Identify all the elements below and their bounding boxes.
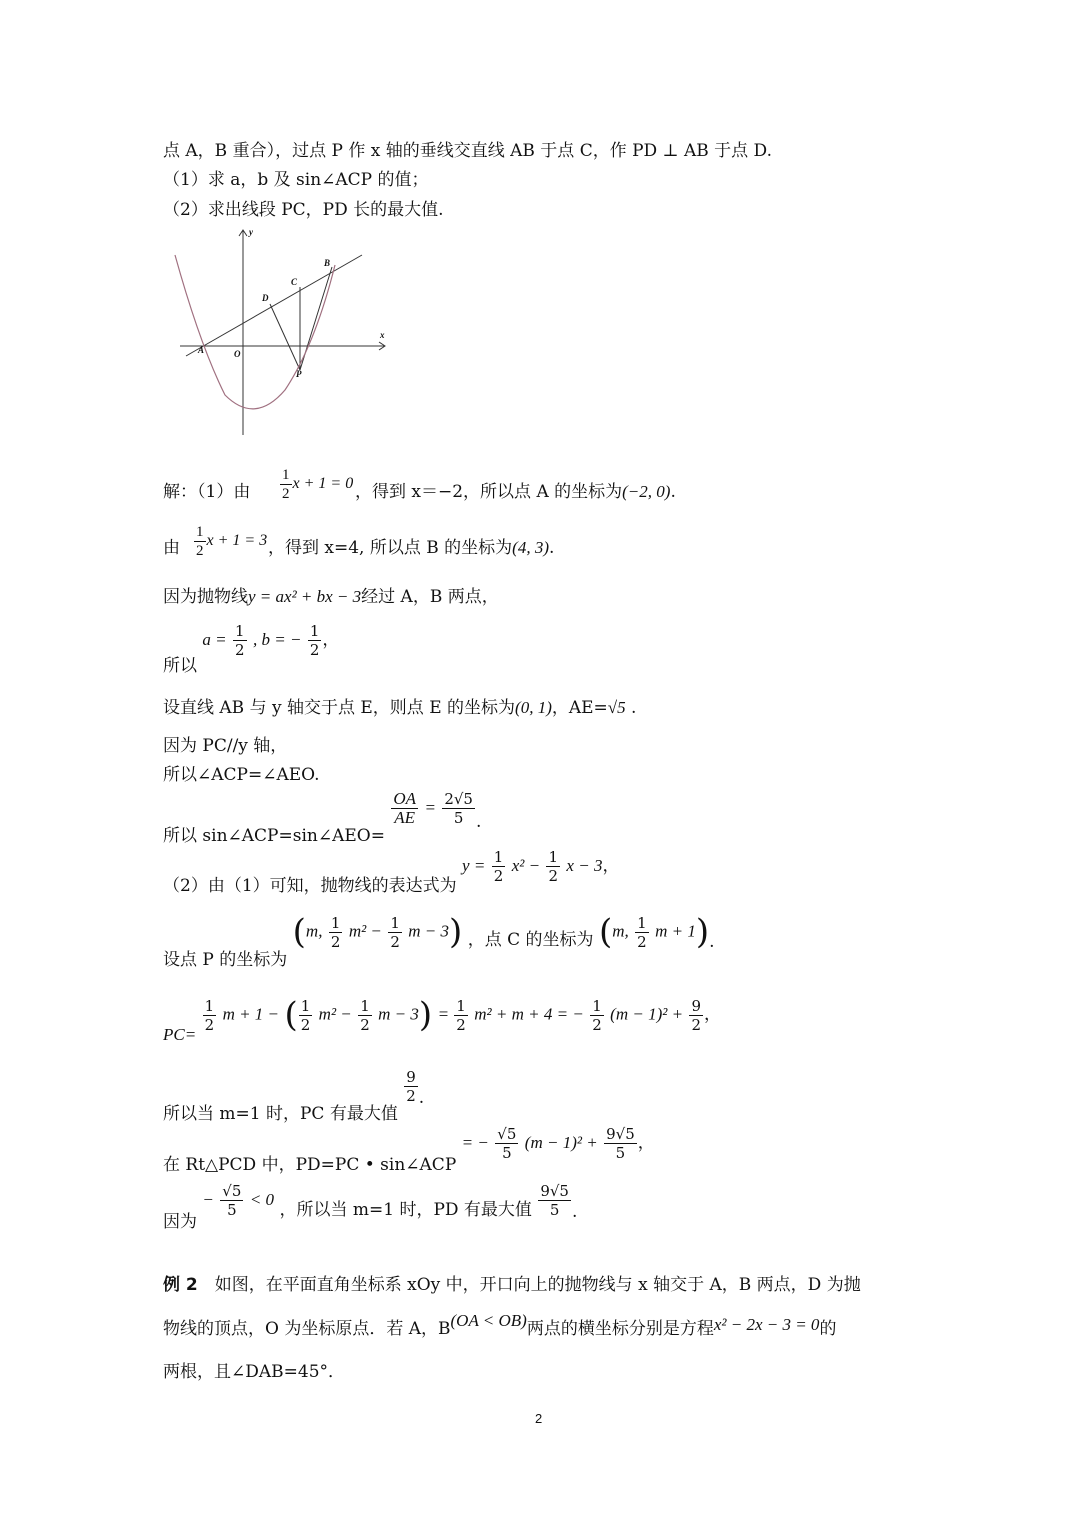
s7: 所以∠ACP=∠AEO.	[163, 765, 320, 785]
sol-line-12: 所以当 m=1 时，PC 有最大值 $\frac{9}{2}$ .	[163, 1068, 425, 1124]
s5b: ，AE=	[551, 698, 608, 718]
p-m3: m − 3	[408, 921, 450, 941]
sol-line-2b: ，得到 x=4, 所以点 B 的坐标为(4, 3).	[268, 538, 555, 558]
sol-line-13: 在 Rt△PCD 中，PD=PC • sin∠ACP = − $\frac{√5}{5}$ (m − 1)² + $\frac{9√5}{5}$ ，	[163, 1125, 655, 1175]
den: 2	[309, 641, 320, 659]
pc3: m² + m + 4 = −	[474, 1004, 584, 1024]
sol-line-3	[163, 582, 499, 607]
num: 9√5	[540, 1182, 569, 1200]
den: 2	[493, 867, 504, 885]
y-eq: y =	[462, 856, 486, 875]
lt0: < 0	[249, 1190, 275, 1209]
num: 1	[235, 622, 245, 640]
sqrt5: √5	[607, 698, 626, 717]
s1b: ，得到 x＝−2，所以点 A 的坐标为	[355, 482, 623, 502]
den: 5	[227, 1201, 237, 1219]
quad-eq: x² − 2x − 3 = 0	[713, 1315, 820, 1334]
point-e: (0, 1)	[515, 698, 552, 717]
pc1: m + 1 −	[222, 1004, 280, 1024]
p-m: m,	[305, 921, 323, 941]
sol-line-8: 所以 sin∠ACP=sin∠AEO= $\frac{OA}{AE}$ = $\frac{2√5}{5}$ .	[163, 789, 482, 846]
den: 2	[637, 932, 647, 951]
s11a: PC=	[163, 1024, 197, 1044]
parabola-figure	[170, 225, 395, 440]
num: 2√5	[444, 790, 473, 808]
question-1	[163, 165, 429, 190]
s2a: 由	[163, 538, 180, 558]
den: 2	[691, 1015, 701, 1034]
label-o: O	[234, 349, 241, 359]
den: 2	[390, 932, 400, 951]
den: 2	[196, 543, 204, 559]
ex3: 两根，且∠DAB=45°．	[163, 1362, 346, 1382]
s12a: 所以当 m=1 时，PC 有最大值	[163, 1104, 398, 1124]
s4a: 所以	[163, 656, 197, 676]
label-a: A	[198, 345, 205, 355]
q1-text: （1）求 a，b 及 sin∠ACP 的值；	[163, 170, 429, 190]
eq1	[271, 448, 353, 503]
num: 1	[592, 996, 602, 1015]
ex2c: 的	[819, 1319, 837, 1339]
page-number: 2	[535, 1411, 543, 1426]
den: 5	[615, 1144, 626, 1162]
s5a: 设直线 AB 与 y 轴交于点 E，则点 E 的坐标为	[163, 698, 516, 718]
den: 5	[453, 809, 464, 827]
den: 2	[406, 1087, 416, 1105]
ex2a: 物线的顶点，O 为坐标原点．若 A，B	[163, 1319, 451, 1339]
s6: 因为 PC//y 轴，	[163, 736, 288, 756]
den: 2	[282, 486, 290, 502]
s3b: 经过 A，B 两点，	[361, 587, 499, 607]
pc2: =	[437, 1004, 454, 1024]
num: 1	[637, 913, 647, 932]
point-a: (−2, 0)	[622, 482, 671, 501]
num: √5	[497, 1125, 517, 1143]
den: 2	[204, 1015, 215, 1034]
den: 2	[235, 641, 245, 659]
label-c: C	[291, 277, 298, 287]
num: 1	[330, 913, 341, 932]
oa-ob: (OA < OB)	[450, 1311, 527, 1330]
sol-line-11: PC= $\frac{1}{2}$ m + 1 − ( $\frac{1}{2}$ m² − $\frac{1}{2}$ m − 3) = $\frac{1}{2}$ m² + m + 4 = − $\frac{1}{2}$ (m − 1)² + $\frac{9}{2}$ ，	[163, 995, 721, 1044]
den: 2	[330, 932, 341, 951]
s8a: 所以 sin∠ACP=sin∠AEO=	[163, 826, 385, 846]
example-2-line-1	[163, 1270, 861, 1295]
x2-minus: x² −	[511, 856, 541, 875]
den: 2	[300, 1015, 311, 1034]
example-label: 例 2	[163, 1275, 198, 1295]
text-line	[163, 136, 772, 161]
sol-line-14: 因为 − $\frac{√5}{5}$ < 0 ，所以当 m=1 时，PD 有最大值 $\frac{9√5}{5}$ .	[163, 1182, 578, 1232]
label-p: P	[296, 369, 302, 379]
m1-sq: (m − 1)² +	[524, 1133, 598, 1152]
sol-line-7	[163, 760, 320, 785]
s1a: 解：（1）由	[163, 482, 251, 502]
parabola-eq: y = ax² + bx − 3	[248, 587, 362, 606]
sol-line-1b: ，得到 x＝−2，所以点 A 的坐标为(−2, 0).	[355, 482, 676, 502]
num: 9	[406, 1068, 416, 1086]
question-2	[163, 195, 444, 220]
s3a: 因为抛物线	[163, 587, 248, 607]
sol-line-6	[163, 731, 287, 756]
num: 9	[691, 996, 701, 1015]
num: 1	[196, 524, 204, 540]
ex1: 如图，在平面直角坐标系 xOy 中，开口向上的抛物线与 x 轴交于 A，B 两点，D 为抛	[197, 1275, 861, 1295]
pc4: (m − 1)² +	[610, 1004, 684, 1024]
sol-line-5: 设直线 AB 与 y 轴交于点 E，则点 E 的坐标为(0, 1)，AE=√5 .	[163, 698, 637, 718]
oa: OA	[393, 789, 417, 808]
s2b: ，得到 x=4, 所以点 B 的坐标为	[268, 538, 513, 558]
num: 1	[390, 913, 400, 932]
pc-m3: m − 3	[378, 1004, 419, 1024]
num: 1	[360, 996, 370, 1015]
num: 1	[309, 622, 320, 640]
c-m: m,	[612, 921, 629, 941]
p-m2: m² −	[348, 921, 382, 941]
ex2b: 两点的横坐标分别是方程	[526, 1319, 714, 1339]
point-b: (4, 3)	[512, 538, 549, 557]
den: 2	[548, 867, 559, 885]
num: 9√5	[606, 1125, 635, 1143]
x-minus3: x − 3	[566, 856, 603, 875]
num: 1	[300, 996, 311, 1015]
s14a: 因为	[163, 1212, 197, 1232]
s9a: （2）由（1）可知，抛物线的表达式为	[163, 876, 457, 896]
den: 5	[502, 1144, 512, 1162]
parabola-curve	[175, 255, 335, 409]
num: 1	[548, 848, 559, 866]
sol-line-4: 所以 a = $\frac{1}{2}$ , b = − $\frac{1}{2}$ ，	[163, 622, 340, 676]
sol-line-9: （2）由（1）可知，抛物线的表达式为 y = $\frac{1}{2}$ x² − $\frac{1}{2}$ x − 3，	[163, 848, 620, 896]
line-text: 点 A，B 重合），过点 P 作 x 轴的垂线交直线 AB 于点 C，作 PD ⊥ AB 于点 D.	[163, 141, 772, 161]
neg: −	[202, 1190, 214, 1209]
den: 5	[549, 1201, 560, 1219]
example-2-line-3	[163, 1357, 345, 1382]
label-x: x	[380, 330, 385, 340]
num: 1	[282, 467, 290, 483]
eq2-tail: x + 1 = 3	[206, 532, 268, 550]
num: 1	[493, 848, 504, 866]
den: 2	[456, 1015, 466, 1034]
label-b: B	[324, 258, 331, 268]
den: 2	[360, 1015, 370, 1034]
segment-pd	[270, 304, 300, 370]
s14b: ，所以当 m=1 时，PD 有最大值	[279, 1200, 532, 1220]
eq1-tail: x + 1 = 0	[292, 475, 354, 493]
a-eq: a =	[202, 630, 227, 649]
b-eq: , b = −	[253, 630, 302, 649]
label-d: D	[262, 293, 269, 303]
s10b: ，点 C 的坐标为	[467, 929, 594, 950]
example-2-line-2	[163, 1311, 837, 1339]
s13a: 在 Rt△PCD 中，PD=PC • sin∠ACP	[163, 1155, 457, 1175]
s10a: 设点 P 的坐标为	[163, 949, 288, 970]
c-m1: m + 1	[655, 921, 696, 941]
ae: AE	[394, 808, 416, 827]
den: 2	[592, 1015, 602, 1034]
pc-m2: m² −	[318, 1004, 352, 1024]
label-y: y	[249, 227, 253, 237]
num: 1	[204, 996, 215, 1015]
sol-line-1	[163, 477, 250, 502]
sol-line-2	[163, 533, 180, 558]
q2-text: （2）求出线段 PC，PD 长的最大值.	[163, 200, 444, 220]
num: 1	[456, 996, 466, 1015]
eq2	[185, 505, 267, 560]
num: √5	[222, 1182, 242, 1200]
sol-line-10: 设点 P 的坐标为 (m, $\frac{1}{2}$ m² − $\frac{1}{2}$ m − 3) ，点 C 的坐标为 (m, $\frac{1}{2}$ m + 1).	[163, 912, 715, 970]
line-ab	[186, 255, 362, 356]
